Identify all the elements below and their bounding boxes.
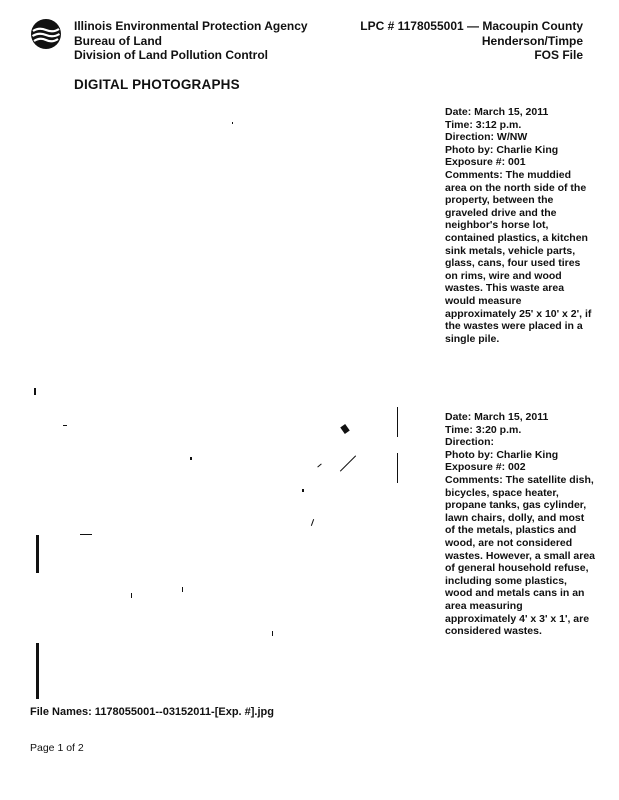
page-number: Page 1 of 2 — [30, 742, 84, 754]
file-names: File Names: 1178055001--03152011-[Exp. #].jpg — [30, 706, 274, 718]
photo-1-time: Time: 3:12 p.m. — [445, 118, 522, 131]
photo-2-time: Time: 3:20 p.m. — [445, 423, 522, 436]
photo-2-exposure: Exposure #: 002 — [445, 461, 526, 474]
photo-2-date: Date: March 15, 2011 — [445, 411, 549, 423]
photo-1-comments: Comments: The muddied area on the north side of the property, between the graveled drive and the neighbor's horse lot, contained plastics, a kitchen sink metals, vehicle parts, glass, cans, four used tires on rims, wire and wood wastes. This waste area would measure approximately 25' x 10' x 2', if the wastes were placed in a single pile. — [445, 168, 592, 345]
photo-2-comments: Comments: The satellite dish, bicycles, space heater, propane tanks, gas cylinder, lawn chairs, dolly, and most of the metals, plastics and wood, are not considered wastes. However, a small area of general household refuse, including some plastics, wood and metals cans in an area measuring approximately 4' x 3' x 1', are considered wastes. — [445, 473, 596, 638]
photo-1-date: Date: March 15, 2011 — [445, 106, 549, 118]
photo-2-direction: Direction: — [445, 436, 495, 449]
photo-2 — [30, 405, 420, 703]
file-type: FOS File — [534, 48, 583, 62]
photo-2-caption — [445, 411, 595, 638]
photo-2-photographer: Photo by: Charlie King — [445, 448, 559, 461]
photo-1-caption — [445, 106, 595, 345]
agency-name: Illinois Environmental Protection Agency — [74, 19, 308, 33]
page-title: DIGITAL PHOTOGRAPHS — [74, 77, 240, 92]
photo-1-exposure: Exposure #: 001 — [445, 156, 526, 169]
site-name: Henderson/Timpe — [481, 33, 583, 48]
lpc-number: LPC # 1178055001 — Macoupin County — [360, 19, 583, 33]
photo-1 — [30, 100, 420, 400]
bureau-name: Bureau of Land — [74, 33, 163, 48]
photo-1-direction: Direction: W/NW — [445, 131, 528, 144]
photo-1-photographer: Photo by: Charlie King — [445, 143, 559, 156]
agency-header — [74, 19, 308, 63]
iepa-logo — [30, 18, 62, 50]
division-name: Division of Land Pollution Control — [74, 48, 268, 62]
site-header — [360, 19, 583, 63]
